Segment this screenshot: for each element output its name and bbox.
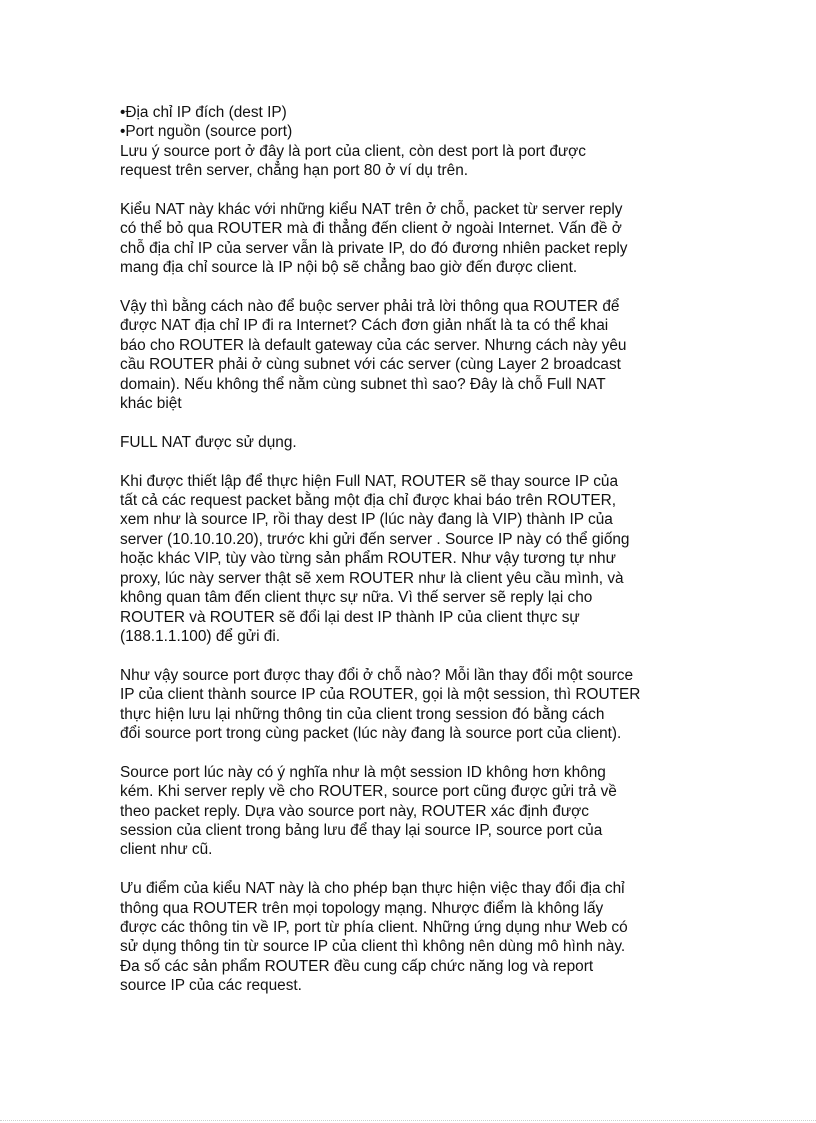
- text-line: ROUTER và ROUTER sẽ đổi lại dest IP thành IP của client thực sự: [120, 608, 580, 626]
- text-line: FULL NAT được sử dụng.: [120, 433, 297, 451]
- text-line: có thể bỏ qua ROUTER mà đi thẳng đến client ở ngoài Internet. Vấn đề ở: [120, 220, 622, 238]
- text-line: báo cho ROUTER là default gateway của các server. Nhưng cách này yêu: [120, 336, 627, 354]
- text-line: IP của client thành source IP của ROUTER, gọi là một session, thì ROUTER: [120, 686, 641, 704]
- text-line: theo packet reply. Dựa vào source port này, ROUTER xác định được: [120, 802, 589, 820]
- text-line: khác biệt: [120, 395, 182, 413]
- text-line: source IP của các request.: [120, 977, 302, 995]
- paragraph: [120, 103, 705, 181]
- text-line: Kiểu NAT này khác với những kiểu NAT trên ở chỗ, packet từ server reply: [120, 201, 623, 219]
- text-line: Lưu ý source port ở đây là port của client, còn dest port là port được: [120, 142, 586, 160]
- text-line: Vậy thì bằng cách nào để buộc server phải trả lời thông qua ROUTER để: [120, 298, 620, 316]
- text-line: chỗ địa chỉ IP của server vẫn là private IP, do đó đương nhiên packet reply: [120, 239, 628, 257]
- text-line: Như vậy source port được thay đổi ở chỗ nào? Mỗi lần thay đổi một source: [120, 666, 634, 684]
- text-line: tất cả các request packet bằng một địa chỉ được khai báo trên ROUTER,: [120, 492, 617, 510]
- text-line: hoặc khác VIP, tùy vào từng sản phẩm ROUTER. Như vậy tương tự như: [120, 550, 616, 568]
- text-line: domain). Nếu không thể nằm cùng subnet thì sao? Đây là chỗ Full NAT: [120, 375, 606, 393]
- text-line: cầu ROUTER phải ở cùng subnet với các server (cùng Layer 2 broadcast: [120, 356, 621, 374]
- text-line: đổi source port trong cùng packet (lúc này đang là source port của client).: [120, 724, 622, 742]
- text-line: Source port lúc này có ý nghĩa như là một session ID không hơn không: [120, 763, 606, 781]
- paragraph: [120, 472, 705, 647]
- document-body: [120, 103, 705, 1015]
- paragraph: [120, 879, 705, 995]
- text-line: server (10.10.10.20), trước khi gửi đến server . Source IP này có thể giống: [120, 530, 630, 548]
- paragraph: [120, 666, 705, 744]
- text-line: sử dụng thông tin từ source IP của client thì không nên dùng mô hình này.: [120, 938, 626, 956]
- paragraph: [120, 763, 705, 860]
- paragraph: [120, 297, 705, 413]
- text-line: xem như là source IP, rồi thay dest IP (lúc này đang là VIP) thành IP của: [120, 511, 613, 529]
- text-line: được NAT địa chỉ IP đi ra Internet? Cách đơn giản nhất là ta có thể khai: [120, 317, 609, 335]
- text-line: thông qua ROUTER trên mọi topology mạng. Nhược điểm là không lấy: [120, 899, 604, 917]
- paragraph: [120, 200, 705, 278]
- page-bottom-divider: [0, 1120, 816, 1121]
- text-line: •Địa chỉ IP đích (dest IP): [120, 104, 287, 121]
- text-line: (188.1.1.100) để gửi đi.: [120, 627, 281, 645]
- text-line: session của client trong bảng lưu để thay lại source IP, source port của: [120, 821, 603, 839]
- text-line: thực hiện lưu lại những thông tin của client trong session đó bằng cách: [120, 705, 605, 723]
- text-line: được các thông tin về IP, port từ phía client. Những ứng dụng như Web có: [120, 918, 628, 936]
- text-line: kém. Khi server reply về cho ROUTER, source port cũng được gửi trả về: [120, 783, 617, 801]
- text-line: Đa số các sản phẩm ROUTER đều cung cấp chức năng log và report: [120, 957, 594, 975]
- text-line: proxy, lúc này server thật sẽ xem ROUTER như là client yêu cầu mình, và: [120, 569, 624, 587]
- text-line: mang địa chỉ source là IP nội bộ sẽ chẳng bao giờ đến được client.: [120, 259, 578, 277]
- paragraph: [120, 433, 705, 452]
- text-line: client như cũ.: [120, 841, 213, 859]
- text-line: •Port nguồn (source port): [120, 123, 293, 141]
- text-line: Ưu điểm của kiểu NAT này là cho phép bạn thực hiện việc thay đổi địa chỉ: [120, 880, 625, 898]
- text-line: request trên server, chẳng hạn port 80 ở ví dụ trên.: [120, 162, 469, 180]
- text-line: Khi được thiết lập để thực hiện Full NAT, ROUTER sẽ thay source IP của: [120, 472, 619, 490]
- text-line: không quan tâm đến client thực sự nữa. Vì thế server sẽ reply lại cho: [120, 589, 593, 607]
